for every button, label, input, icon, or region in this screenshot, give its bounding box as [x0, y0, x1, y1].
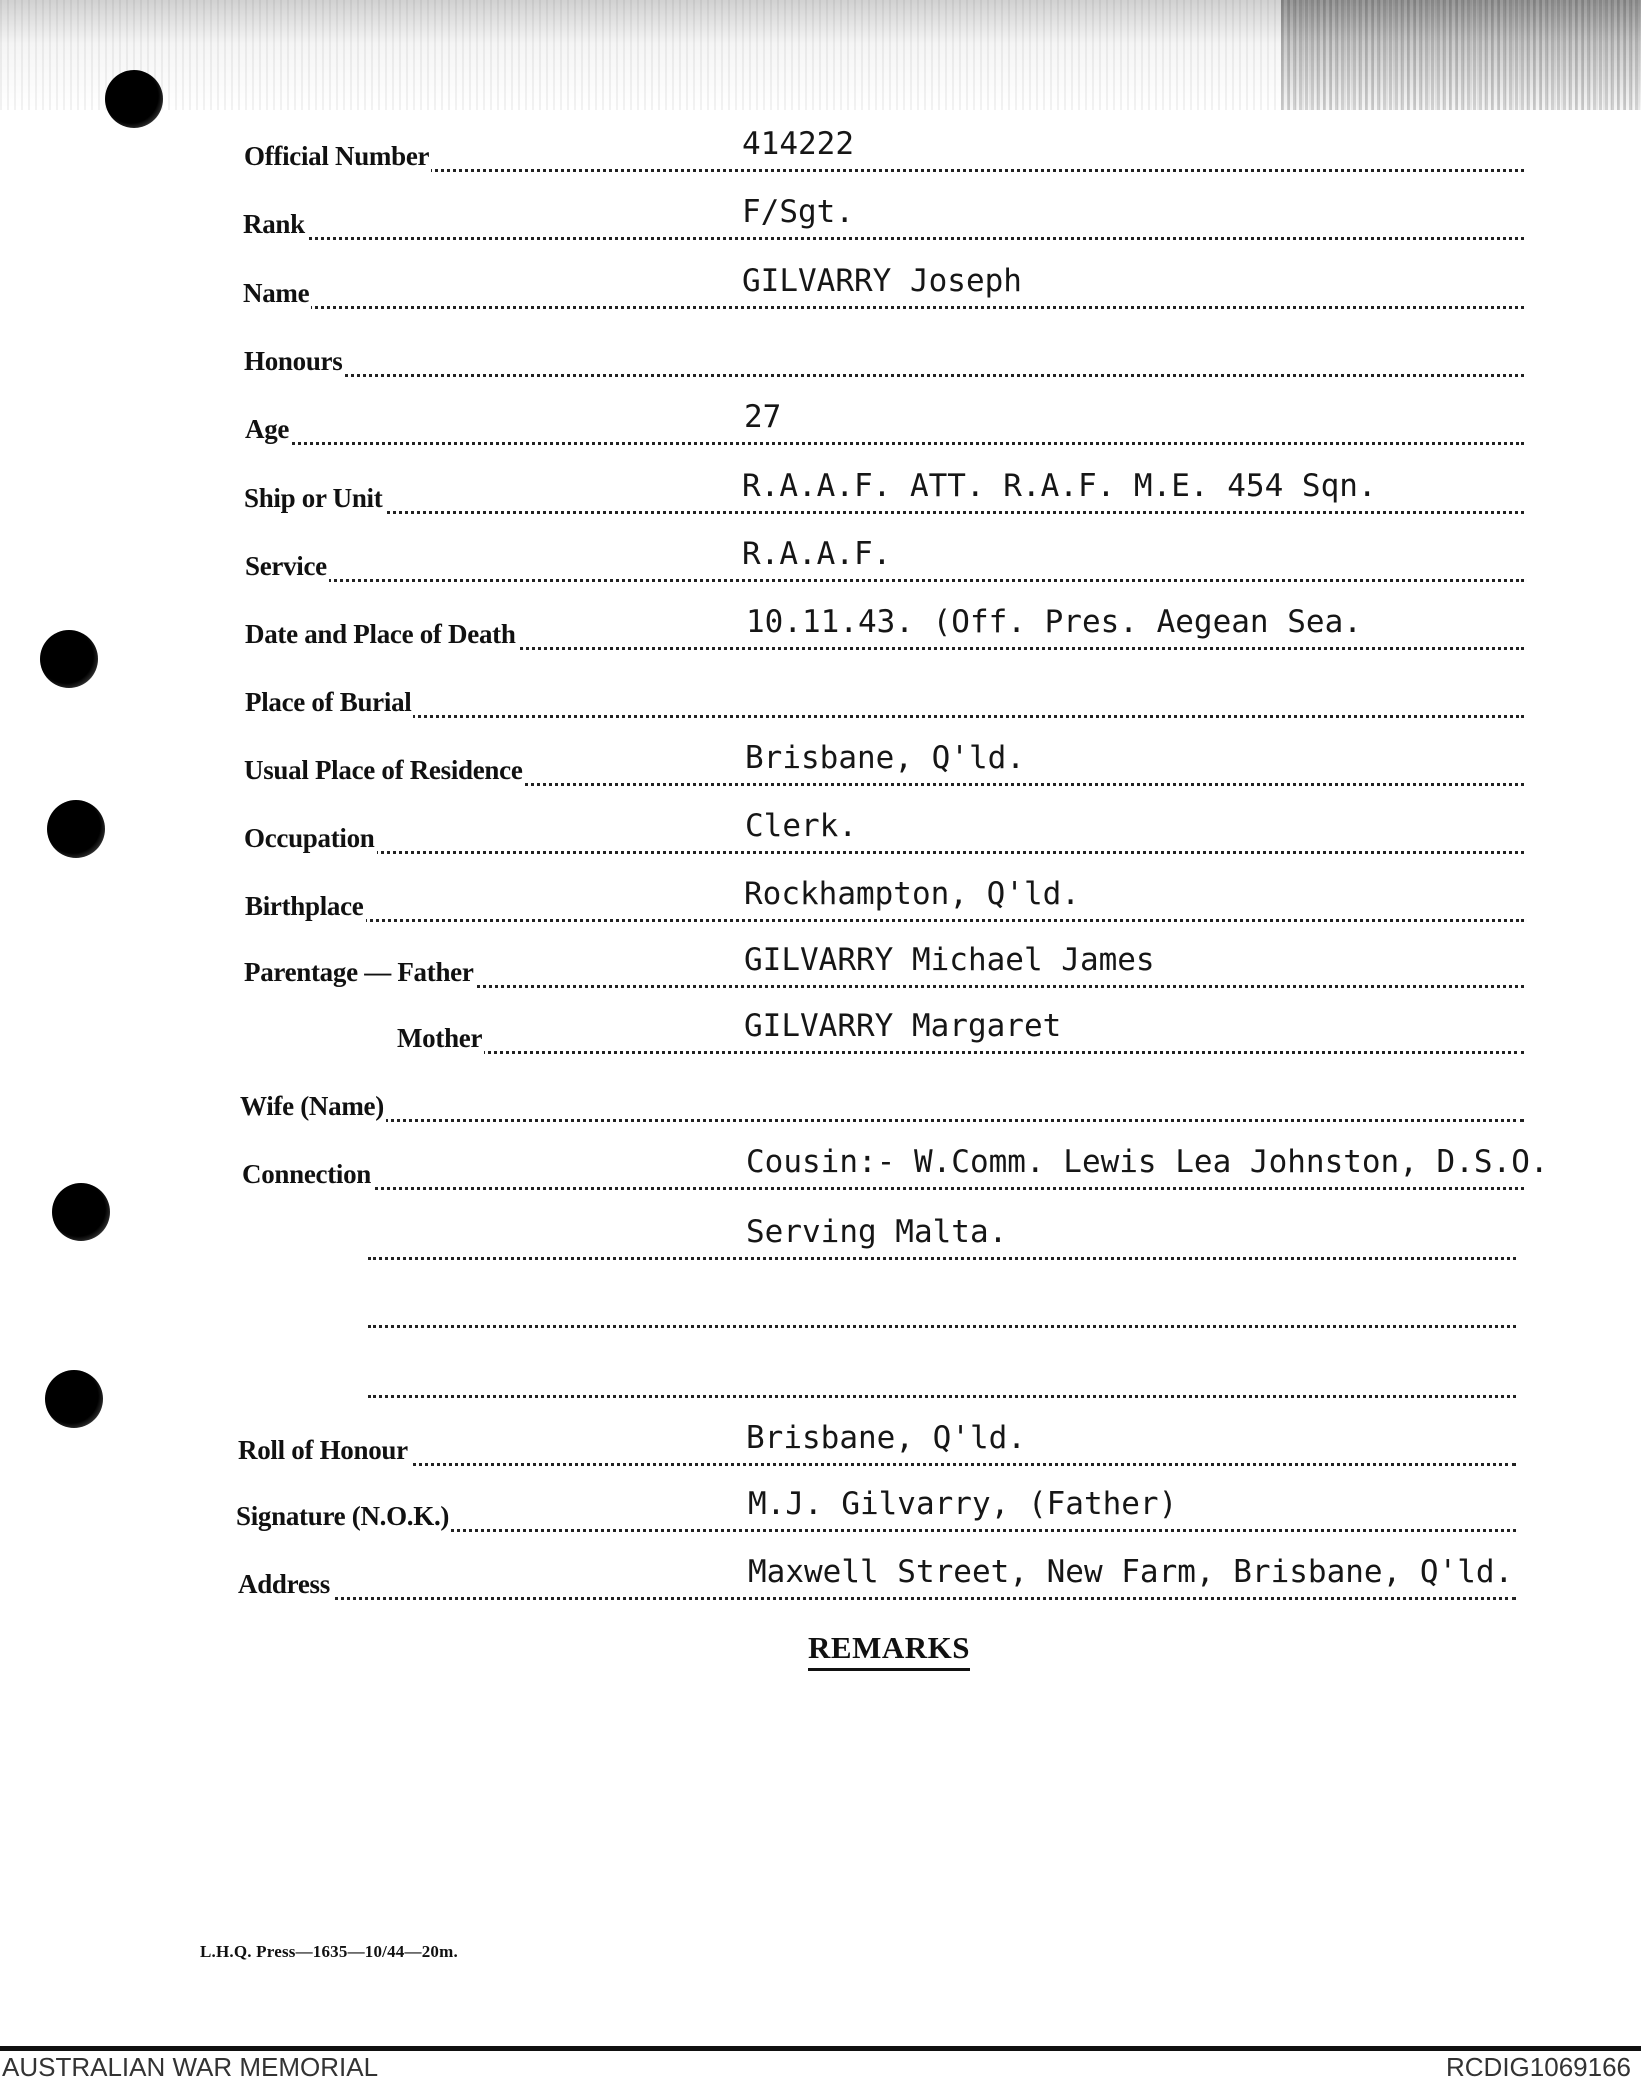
name-value: GILVARRY Joseph	[742, 263, 1022, 299]
punch-hole	[45, 1370, 103, 1428]
punch-hole	[52, 1183, 110, 1241]
dotted-leader	[244, 511, 1524, 514]
name-label: Name	[243, 278, 310, 308]
punch-hole	[47, 800, 105, 858]
signature-value: M.J. Gilvarry, (Father)	[748, 1486, 1178, 1522]
rank-value: F/Sgt.	[742, 194, 854, 230]
official-number-value: 414222	[742, 126, 854, 162]
wife-label: Wife (Name)	[240, 1091, 384, 1121]
address-value: Maxwell Street, New Farm, Brisbane, Q'ld.	[748, 1554, 1514, 1590]
official-number-label: Official Number	[244, 141, 430, 171]
dotted-leader	[238, 1597, 1516, 1600]
connection-value: Cousin:- W.Comm. Lewis Lea Johnston, D.S.O.	[746, 1144, 1549, 1180]
birthplace-value: Rockhampton, Q'ld.	[744, 876, 1080, 912]
dotted-leader	[243, 306, 1524, 309]
dotted-leader	[368, 1257, 1516, 1260]
dotted-leader	[242, 1187, 1524, 1190]
footer-institution: AUSTRALIAN WAR MEMORIAL	[2, 2052, 379, 2082]
dotted-leader	[244, 851, 1524, 854]
roll-of-honour-value: Brisbane, Q'ld.	[746, 1420, 1026, 1456]
dotted-leader	[244, 374, 1524, 377]
date-place-death-label: Date and Place of Death	[245, 619, 516, 649]
connection-value-2: Serving Malta.	[746, 1214, 1008, 1250]
scan-edge-noise-right	[1281, 0, 1641, 110]
mother-value: GILVARRY Margaret	[744, 1008, 1062, 1044]
dotted-leader	[245, 579, 1524, 582]
occupation-label: Occupation	[244, 823, 375, 853]
age-label: Age	[245, 414, 290, 444]
father-value: GILVARRY Michael James	[744, 942, 1155, 978]
dotted-leader	[368, 1325, 1516, 1328]
dotted-leader	[243, 237, 1524, 240]
dotted-leader	[240, 1119, 1524, 1122]
dotted-leader	[245, 919, 1524, 922]
punch-hole	[40, 630, 98, 688]
usual-residence-value: Brisbane, Q'ld.	[745, 740, 1025, 776]
roll-of-honour-label: Roll of Honour	[238, 1435, 408, 1465]
service-value: R.A.A.F.	[742, 536, 892, 572]
occupation-value: Clerk.	[745, 808, 857, 844]
mother-label: Mother	[397, 1023, 483, 1053]
dotted-leader	[245, 442, 1524, 445]
rank-label: Rank	[243, 209, 305, 239]
ship-or-unit-label: Ship or Unit	[244, 483, 383, 513]
signature-label: Signature (N.O.K.)	[236, 1501, 450, 1531]
birthplace-label: Birthplace	[245, 891, 364, 921]
address-label: Address	[238, 1569, 330, 1599]
date-place-death-value: 10.11.43. (Off. Pres. Aegean Sea.	[746, 604, 1362, 640]
service-label: Service	[245, 551, 327, 581]
dotted-leader	[397, 1051, 1524, 1054]
footer-record-id: RCDIG1069166	[1446, 2052, 1631, 2082]
usual-residence-label: Usual Place of Residence	[244, 755, 523, 785]
punch-hole	[105, 70, 163, 128]
ship-or-unit-value: R.A.A.F. ATT. R.A.F. M.E. 454 Sqn.	[742, 468, 1377, 504]
dotted-leader	[245, 715, 1524, 718]
footer-divider	[0, 2046, 1641, 2051]
dotted-leader	[368, 1395, 1516, 1398]
dotted-leader	[244, 169, 1524, 172]
place-of-burial-label: Place of Burial	[245, 687, 412, 717]
dotted-leader	[238, 1463, 1516, 1466]
remarks-heading: REMARKS	[808, 1630, 970, 1671]
connection-label: Connection	[242, 1159, 372, 1189]
printer-note: L.H.Q. Press—1635—10/44—20m.	[200, 1942, 458, 1961]
age-value: 27	[744, 399, 782, 435]
father-label: Parentage — Father	[244, 957, 474, 987]
honours-label: Honours	[244, 346, 343, 376]
